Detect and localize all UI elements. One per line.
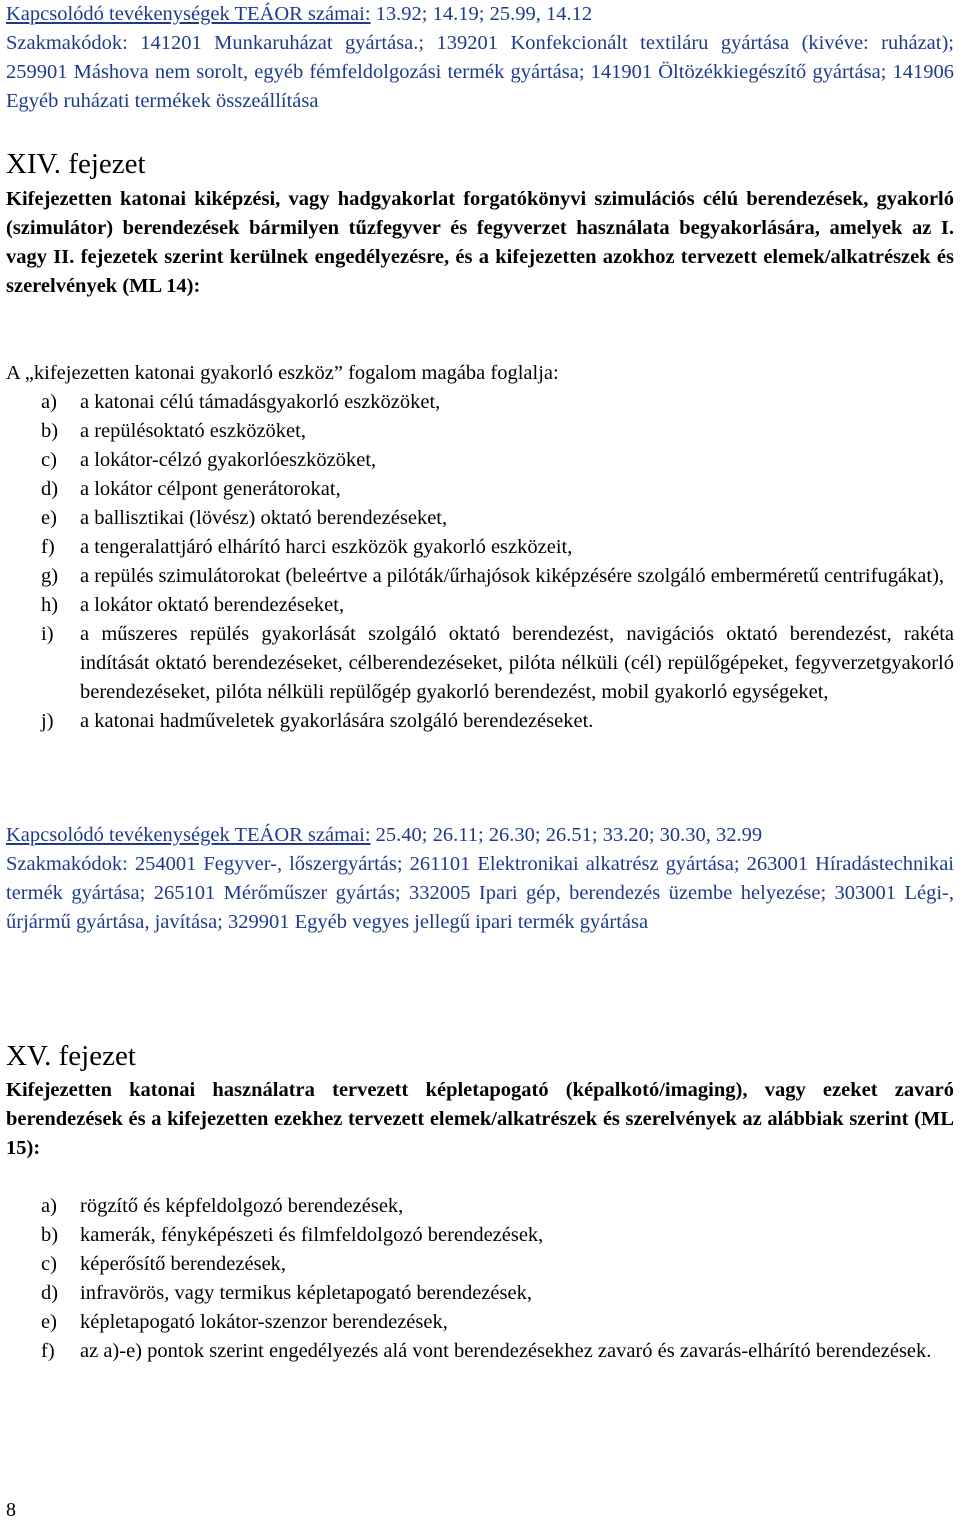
list-item-text: a lokátor célpont generátorokat,: [80, 478, 341, 500]
chapter-15-title: XV. fejezet: [6, 1040, 136, 1072]
list-item-text: képerősítő berendezések,: [80, 1253, 287, 1275]
list-item-marker: c): [41, 1253, 57, 1275]
list-item-text: rögzítő és képfeldolgozó berendezések,: [80, 1195, 404, 1217]
top-activities-label: Kapcsolódó tevékenységek TEÁOR számai:: [6, 3, 371, 25]
chapter-15-description: Kifejezetten katonai használatra tervezett képletapogató (képalkotó/imaging), vagy ezeket zavaró berendezések és a kifejezetten ezekhez tervezett elemek/alkatrészek és szerelvények az alábbiak szerint (ML 15):: [6, 1079, 954, 1159]
list-item: [6, 388, 954, 417]
list-item: [6, 1337, 954, 1366]
list-item: [6, 562, 954, 591]
list-item-marker: h): [41, 594, 59, 616]
chapter-14-title: XIV. fejezet: [6, 148, 146, 180]
chapter-14-list: [6, 388, 954, 736]
page-number: 8: [6, 1499, 16, 1521]
list-item-text: a lokátor-célzó gyakorlóeszközöket,: [80, 449, 377, 471]
top-activities-line: [6, 0, 954, 29]
list-item: [6, 1308, 954, 1337]
chapter-14-intro: A „kifejezetten katonai gyakorló eszköz” fogalom magába foglalja:: [6, 362, 559, 384]
list-item-marker: c): [41, 449, 57, 471]
list-item-marker: i): [41, 623, 54, 645]
list-item-text: a repülésoktató eszközöket,: [80, 420, 306, 442]
list-item-marker: e): [41, 507, 57, 529]
list-item-text: a repülés szimulátorokat (beleértve a pilóták/űrhajósok kiképzésére szolgáló emberméretű centrifugákat),: [80, 565, 945, 587]
list-item-text: a tengeralattjáró elhárító harci eszközök gyakorló eszközeit,: [80, 536, 573, 558]
list-item-text: a katonai célú támadásgyakorló eszközöket,: [80, 391, 441, 413]
list-item: [6, 446, 954, 475]
list-item: [6, 475, 954, 504]
list-item-marker: e): [41, 1311, 57, 1333]
chapter-14-description: Kifejezetten katonai kiképzési, vagy hadgyakorlat forgatókönyvi szimulációs célú berendezések, gyakorló (szimulátor) berendezések bármilyen tűzfegyver és fegyverzet használata begyakorlására, amelyek az I. vagy II. fejezetek szerint kerülnek engedélyezésre, és a kifejezetten azokhoz tervezett elemek/alkatrészek és szerelvények (ML 14):: [6, 188, 954, 297]
list-item: [6, 707, 954, 736]
list-item-marker: j): [41, 710, 54, 732]
list-item-text: kamerák, fényképészeti és filmfeldolgozó berendezések,: [80, 1224, 544, 1246]
chapter-15-list: [6, 1192, 954, 1366]
chapter-14-activities-line: [6, 821, 954, 850]
list-item: [6, 591, 954, 620]
list-item-marker: a): [41, 1195, 57, 1217]
list-item-marker: b): [41, 420, 59, 442]
list-item-text: a katonai hadműveletek gyakorlására szolgáló berendezéseket.: [80, 710, 594, 732]
list-item-marker: g): [41, 565, 59, 587]
list-item-marker: f): [41, 1340, 55, 1362]
list-item: [6, 417, 954, 446]
list-item: [6, 1279, 954, 1308]
chapter-14-activities-label: Kapcsolódó tevékenységek TEÁOR számai:: [6, 824, 371, 846]
list-item-marker: d): [41, 478, 59, 500]
list-item: [6, 1221, 954, 1250]
list-item: [6, 1192, 954, 1221]
top-codes-text: Szakmakódok: 141201 Munkaruházat gyártása.; 139201 Konfekcionált textiláru gyártása (kivéve: ruházat); 259901 Máshova nem sorolt, egyéb fémfeldolgozási termék gyártása; 141901 Öltözékkiegészítő gyártása; 141906 Egyéb ruházati termékek összeállítása: [6, 32, 954, 112]
list-item-marker: f): [41, 536, 55, 558]
list-item-text: infravörös, vagy termikus képletapogató berendezések,: [80, 1282, 532, 1304]
chapter-14-meta-block: [6, 821, 954, 937]
list-item-marker: a): [41, 391, 57, 413]
top-activities-values: 13.92; 14.19; 25.99, 14.12: [370, 3, 593, 25]
list-item: [6, 620, 954, 707]
list-item: [6, 1250, 954, 1279]
list-item-text: a műszeres repülés gyakorlását szolgáló oktató berendezést, navigációs oktató berendezést, rakéta indítását oktató berendezéseket, célberendezéseket, pilóta nélküli (cél) repülőgépeket, fegyverzetgyakorló berendezéseket, pilóta nélküli repülőgép gyakorló berendezést, mobil gyakorló egységeket,: [80, 623, 954, 703]
list-item-marker: d): [41, 1282, 59, 1304]
list-item-text: a ballisztikai (lövész) oktató berendezéseket,: [80, 507, 448, 529]
top-meta-block: [6, 0, 954, 116]
list-item-text: az a)-e) pontok szerint engedélyezés alá vont berendezésekhez zavaró és zavarás-elhárító berendezések.: [80, 1340, 932, 1362]
list-item: [6, 533, 954, 562]
chapter-14-codes-text: Szakmakódok: 254001 Fegyver-, lőszergyártás; 261101 Elektronikai alkatrész gyártása; 263001 Híradástechnikai termék gyártása; 265101 Mérőműszer gyártás; 332005 Ipari gép, berendezés üzembe helyezése; 303001 Légi-, űrjármű gyártása, javítása; 329901 Egyéb vegyes jellegű ipari termék gyártása: [6, 853, 954, 933]
list-item-text: a lokátor oktató berendezéseket,: [80, 594, 345, 616]
chapter-14-activities-values: 25.40; 26.11; 26.30; 26.51; 33.20; 30.30, 32.99: [370, 824, 763, 846]
list-item-marker: b): [41, 1224, 59, 1246]
list-item-text: képletapogató lokátor-szenzor berendezések,: [80, 1311, 448, 1333]
list-item: [6, 504, 954, 533]
